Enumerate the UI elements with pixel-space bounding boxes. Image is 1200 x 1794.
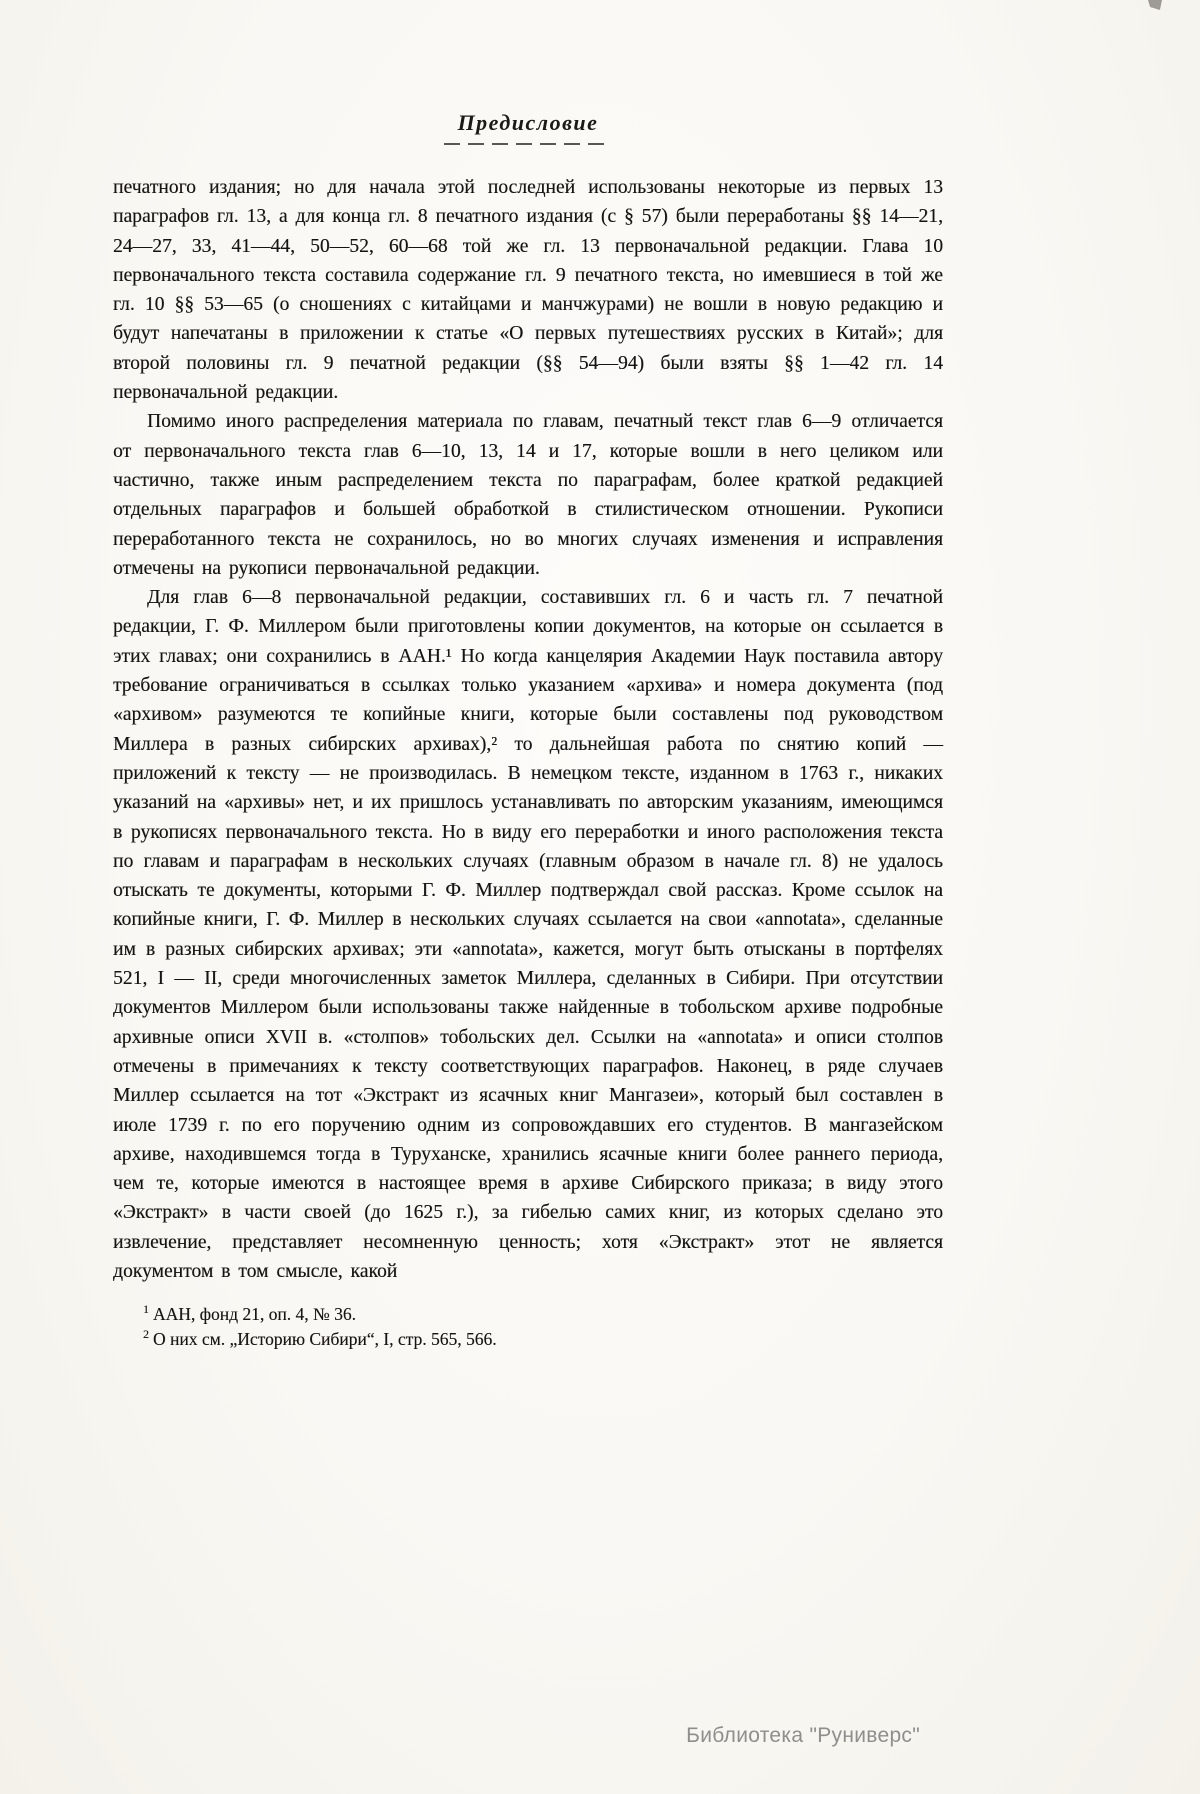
page-title: Предисловие [457,110,599,135]
footnotes [113,1302,943,1351]
scan-artifact [1148,0,1162,10]
library-watermark: Библиотека "Руниверс" [686,1724,920,1747]
footnote [113,1327,943,1352]
footnote [113,1302,943,1327]
footnote-text: ААН, фонд 21, оп. 4, № 36. [153,1304,356,1325]
footnote-marker: 2 [143,1326,149,1341]
footnote-marker: 1 [143,1302,149,1317]
paragraph: Помимо иного распределения материала по главам, печатный текст глав 6—9 отличается от первоначального текста глав 6—10, 13, 14 и 17, которые вошли в него целиком или частично, также иным распределением текста по параграфам, более краткой редакцией отдельных параграфов и большей обработкой в стилистическом отношении. Рукописи переработанного текста не сохранилось, но во многих случаях изменения и исправления отмечены на рукописи первоначальной редакции. [113,411,943,579]
footnote-text: О них см. „Историю Сибири“, I, стр. 565, 566. [153,1328,497,1349]
paragraph: печатного издания; но для начала этой последней использованы некоторые из первых 13 параграфов гл. 13, а для конца гл. 8 печатного издания (с § 57) были переработаны §§ 14—21, 24—27, 33, 41—44, 50—52, 60—68 той же гл. 13 первоначальной редакции. Глава 10 первоначального текста составила содержание гл. 9 печатного текста, но имевшиеся в той же гл. 10 §§ 53—65 (о сношениях с китайцами и манчжурами) не вошли в новую редакцию и будут напечатаны в приложении к статье «О первых путешествиях русских в Китай»; для второй половины гл. 9 печатной редакции (§§ 54—94) были взяты §§ 1—42 гл. 14 первоначальной редакции. [113,177,943,404]
paragraph: Для глав 6—8 первоначальной редакции, составивших гл. 6 и часть гл. 7 печатной редакции, Г. Ф. Миллером были приготовлены копии документов, на которые он ссылается в этих главах; они сохранились в ААН.¹ Но когда канцелярия Академии Наук поставила автору требование ограничиваться в ссылках только указанием «архива» и номера документа (под «архивом» разумеются те копийные книги, которые были составлены под руководством Миллера в разных сибирских архивах),² то дальнейшая работа по снятию копий — приложений к тексту — не производилась. В немецком тексте, изданном в 1763 г., никаких указаний на «архивы» нет, и их пришлось устанавливать по авторским указаниям, имеющимся в рукописях первоначального текста. Но в виду его переработки и иного расположения текста по главам и параграфам в нескольких случаях (главным образом в начале гл. 8) не удалось отыскать те документы, которыми Г. Ф. Миллер подтверждал свой рассказ. Кроме ссылок на копийные книги, Г. Ф. Миллер в нескольких случаях ссылается на свои «annotata», сделанные им в разных сибирских архивах; эти «annotata», кажется, могут быть отысканы в портфелях 521, I — II, среди многочисленных заметок Миллера, сделанных в Сибири. При отсутствии документов Миллером были использованы также найденные в тобольском архиве подробные архивные описи XVII в. «столпов» тобольских дел. Ссылки на «annotata» и описи столпов отмечены в примечаниях к тексту соответствующих параграфов. Наконец, в ряде случаев Миллер ссылается на тот «Экстракт из ясачных книг Мангазеи», который был составлен в июле 1739 г. по его поручению одним из сопровождавших его студентов. В мангазейском архиве, находившемся тогда в Туруханске, хранились ясачные книги более раннего периода, чем те, которые имеются в настоящее время в архиве Сибирского приказа; в виду этого «Экстракт» в части своей (до 1625 г.), за гибелью самих книг, из которых сделано это извлечение, представляет несомненную ценность; хотя «Экстракт» этот не является документом в том смысле, какой [113,587,943,1282]
body-text [113,173,943,1286]
page-content [113,110,943,1351]
title-rule [444,143,612,145]
